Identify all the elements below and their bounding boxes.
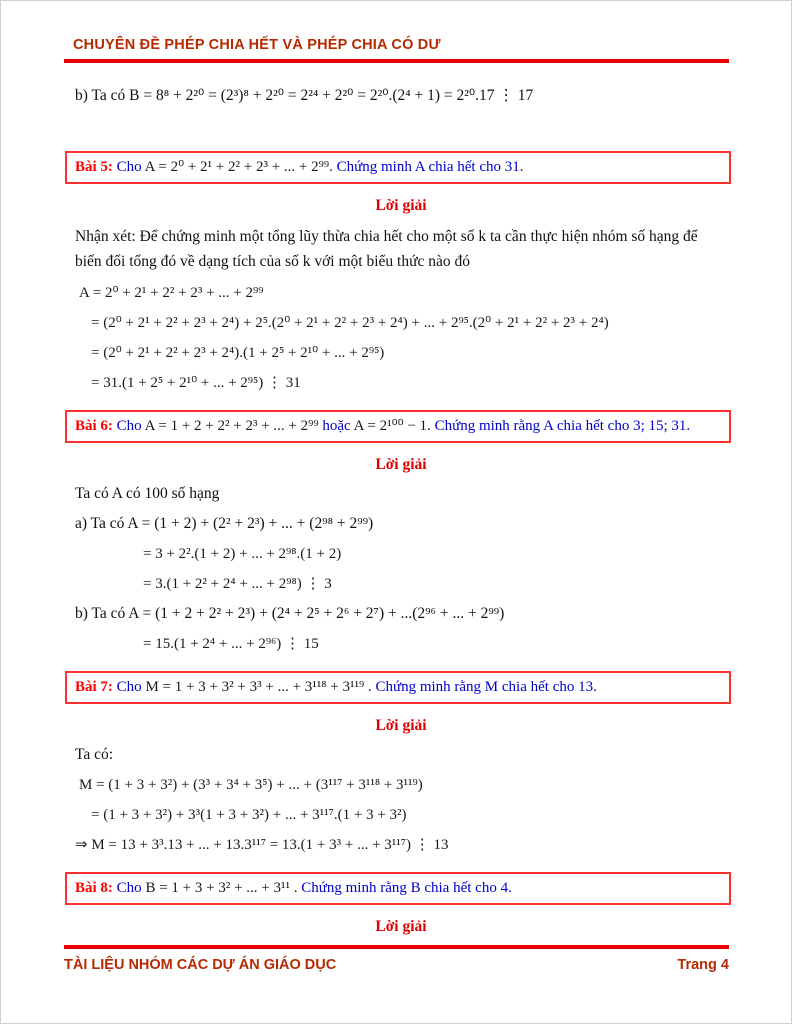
solution-heading-bai7: Lời giải xyxy=(375,717,427,734)
bai5-cho: Cho xyxy=(116,159,142,175)
bai8-cho: Cho xyxy=(116,880,142,896)
bai7-cho: Cho xyxy=(116,679,142,695)
bai5-step-1: A = 2⁰ + 2¹ + 2² + 2³ + ... + 2⁹⁹ xyxy=(79,285,264,301)
header-title: CHUYÊN ĐỀ PHÉP CHIA HẾT VÀ PHÉP CHIA CÓ DƯ xyxy=(73,37,441,53)
footer-page-number: Trang 4 xyxy=(677,957,729,973)
bai6-b-step-1: = 15.(1 + 2⁴ + ... + 2⁹⁶) ⋮ 15 xyxy=(143,636,319,652)
problem-box-bai5 xyxy=(65,151,731,184)
problem-box-bai7 xyxy=(65,671,731,704)
solution-heading-bai6: Lời giải xyxy=(375,456,427,473)
bai5-step-3: = (2⁰ + 2¹ + 2² + 2³ + 2⁴).(1 + 2⁵ + 2¹⁰ + ... + 2⁹⁵) xyxy=(91,345,385,361)
bai5-statement: Chứng minh A chia hết cho 31. xyxy=(336,159,524,175)
footer-row xyxy=(64,957,729,973)
bai7-taco: Ta có: xyxy=(75,746,114,763)
bai6-cho: Cho xyxy=(116,418,142,434)
bai6-label: Bài 6: xyxy=(75,418,113,434)
bai7-label: Bài 7: xyxy=(75,679,113,695)
bai5-formula: A = 2⁰ + 2¹ + 2² + 2³ + ... + 2⁹⁹. xyxy=(144,159,333,175)
bai7-formula: M = 1 + 3 + 3² + 3³ + ... + 3¹¹⁸ + 3¹¹⁹ . xyxy=(145,679,372,695)
bai7-step-3: ⇒ M = 13 + 3³.13 + ... + 13.3¹¹⁷ = 13.(1 + 3³ + ... + 3¹¹⁷) ⋮ 13 xyxy=(75,837,449,853)
problem-box-bai8 xyxy=(65,872,731,905)
problem-box-bai6 xyxy=(65,410,731,443)
bai6-part-b: b) Ta có A = (1 + 2 + 2² + 2³) + (2⁴ + 2⁵ + 2⁶ + 2⁷) + ...(2⁹⁶ + ... + 2⁹⁹) xyxy=(75,605,505,622)
bai5-label: Bài 5: xyxy=(75,159,113,175)
footer-left-text: TÀI LIỆU NHÓM CÁC DỰ ÁN GIÁO DỤC xyxy=(64,957,337,973)
bai8-statement: Chứng minh rằng B chia hết cho 4. xyxy=(301,880,512,896)
bai6-note: Ta có A có 100 số hạng xyxy=(75,485,220,502)
solution-heading-bai8: Lời giải xyxy=(375,918,427,935)
intro-solution-line: b) Ta có B = 8⁸ + 2²⁰ = (2³)⁸ + 2²⁰ = 2²⁴ + 2²⁰ = 2²⁰.(2⁴ + 1) = 2²⁰.17 ⋮ 17 xyxy=(75,87,534,104)
page-header xyxy=(1,1,791,63)
bai5-step-2: = (2⁰ + 2¹ + 2² + 2³ + 2⁴) + 2⁵.(2⁰ + 2¹ + 2² + 2³ + 2⁴) + ... + 2⁹⁵.(2⁰ + 2¹ + 2² + 2³ + 2⁴) xyxy=(91,315,609,331)
bai6-formula-2: A = 2¹⁰⁰ − 1. xyxy=(353,418,431,434)
bai6-formula-1: A = 1 + 2 + 2² + 2³ + ... + 2⁹⁹ xyxy=(144,418,319,434)
bai6-a-step-2: = 3.(1 + 2² + 2⁴ + ... + 2⁹⁸) ⋮ 3 xyxy=(143,576,332,592)
bai7-step-2: = (1 + 3 + 3²) + 3³(1 + 3 + 3²) + ... + 3¹¹⁷.(1 + 3 + 3²) xyxy=(91,807,407,823)
page-footer xyxy=(64,945,729,973)
bai8-label: Bài 8: xyxy=(75,880,113,896)
page-content xyxy=(1,63,791,937)
bai7-statement: Chứng minh rằng M chia hết cho 13. xyxy=(375,679,597,695)
bai8-formula: B = 1 + 3 + 3² + ... + 3¹¹ . xyxy=(145,880,298,896)
footer-rule xyxy=(64,945,729,949)
bai5-remark: Nhận xét: Để chứng minh một tổng lũy thừa chia hết cho một số k ta cần thực hiện nhóm số hạng để biến đổi tổng đó về dạng tích của số k với một biểu thức nào đó xyxy=(75,228,698,270)
bai6-statement: Chứng minh rằng A chia hết cho 3; 15; 31. xyxy=(434,418,691,434)
bai7-step-1: M = (1 + 3 + 3²) + (3³ + 3⁴ + 3⁵) + ... + (3¹¹⁷ + 3¹¹⁸ + 3¹¹⁹) xyxy=(79,777,423,793)
bai6-hoac: hoặc xyxy=(322,418,351,434)
bai6-part-a: a) Ta có A = (1 + 2) + (2² + 2³) + ... + (2⁹⁸ + 2⁹⁹) xyxy=(75,515,374,532)
bai6-a-step-1: = 3 + 2².(1 + 2) + ... + 2⁹⁸.(1 + 2) xyxy=(143,546,342,562)
bai5-step-4: = 31.(1 + 2⁵ + 2¹⁰ + ... + 2⁹⁵) ⋮ 31 xyxy=(91,375,301,391)
solution-heading-bai5: Lời giải xyxy=(375,197,427,214)
